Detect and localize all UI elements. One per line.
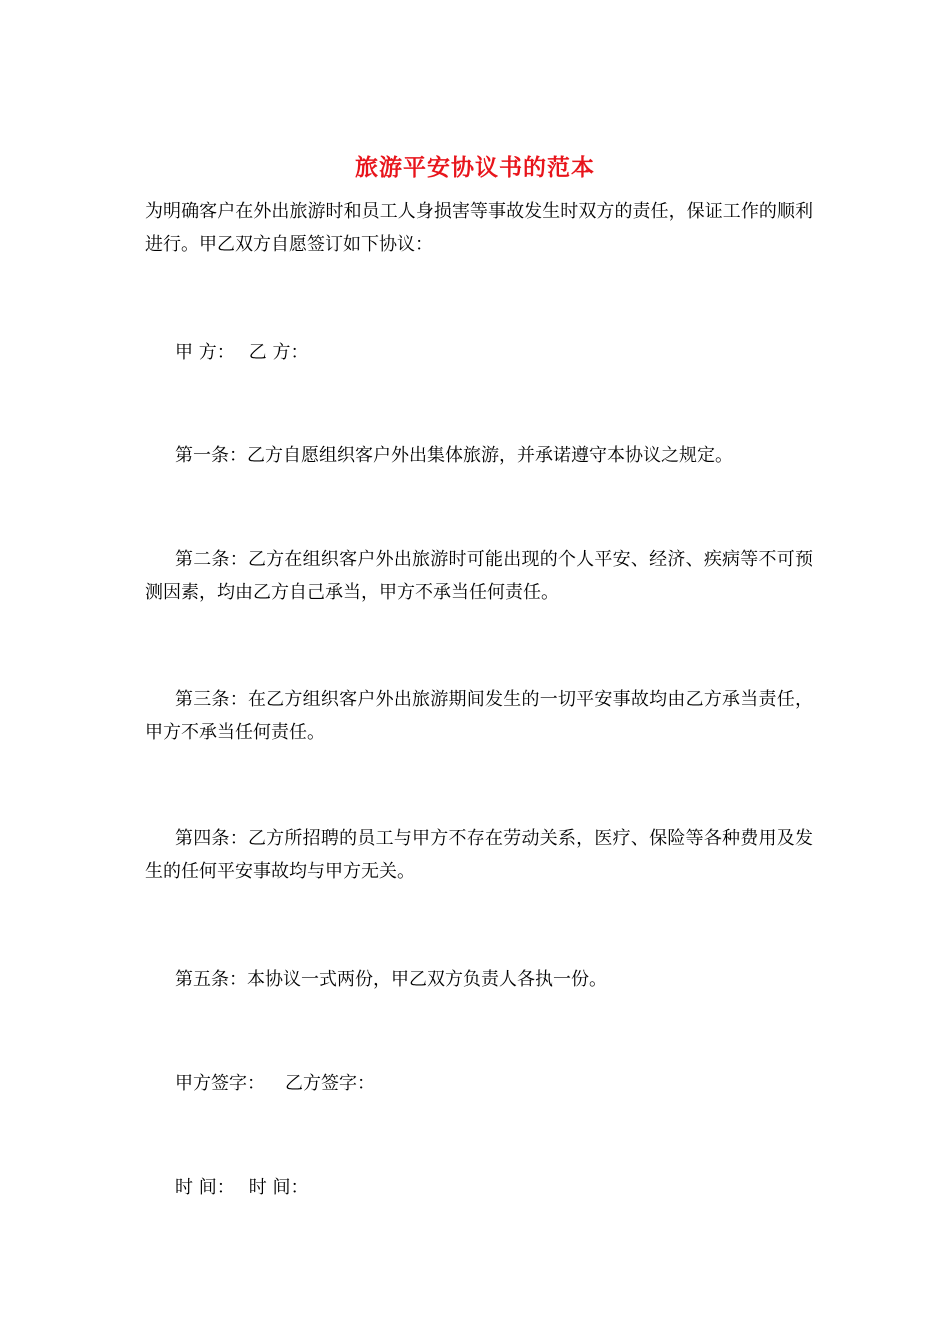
article-5: 第五条：本协议一式两份，甲乙双方负责人各执一份。	[175, 969, 607, 990]
parties-line	[145, 336, 813, 369]
document-title: 旅游平安协议书的范本	[355, 154, 595, 181]
party-b-signature-label: 乙方签字：	[285, 1073, 375, 1094]
party-b-date-label: 时 间：	[248, 1177, 309, 1198]
intro-paragraph: 为明确客户在外出旅游时和员工人身损害等事故发生时双方的责任，保证工作的顺利进行。甲乙双方自愿签订如下协议：	[145, 201, 813, 255]
article-1: 第一条：乙方自愿组织客户外出集体旅游，并承诺遵守本协议之规定。	[175, 445, 733, 466]
article-4: 第四条：乙方所招聘的员工与甲方不存在劳动关系，医疗、保险等各种费用及发生的任何平安事故均与甲方无关。	[145, 828, 813, 882]
dates-line	[145, 1171, 813, 1204]
signatures-line	[145, 1067, 813, 1100]
party-b-label: 乙 方：	[248, 342, 309, 363]
article-3: 第三条：在乙方组织客户外出旅游期间发生的一切平安事故均由乙方承当责任，甲方不承当任何责任。	[145, 689, 813, 743]
party-a-signature-label: 甲方签字：	[175, 1073, 265, 1094]
article-2: 第二条：乙方在组织客户外出旅游时可能出现的个人平安、经济、疾病等不可预测因素，均由乙方自己承当，甲方不承当任何责任。	[145, 549, 813, 603]
party-a-label: 甲 方：	[175, 342, 235, 363]
party-a-date-label: 时 间：	[175, 1177, 235, 1198]
